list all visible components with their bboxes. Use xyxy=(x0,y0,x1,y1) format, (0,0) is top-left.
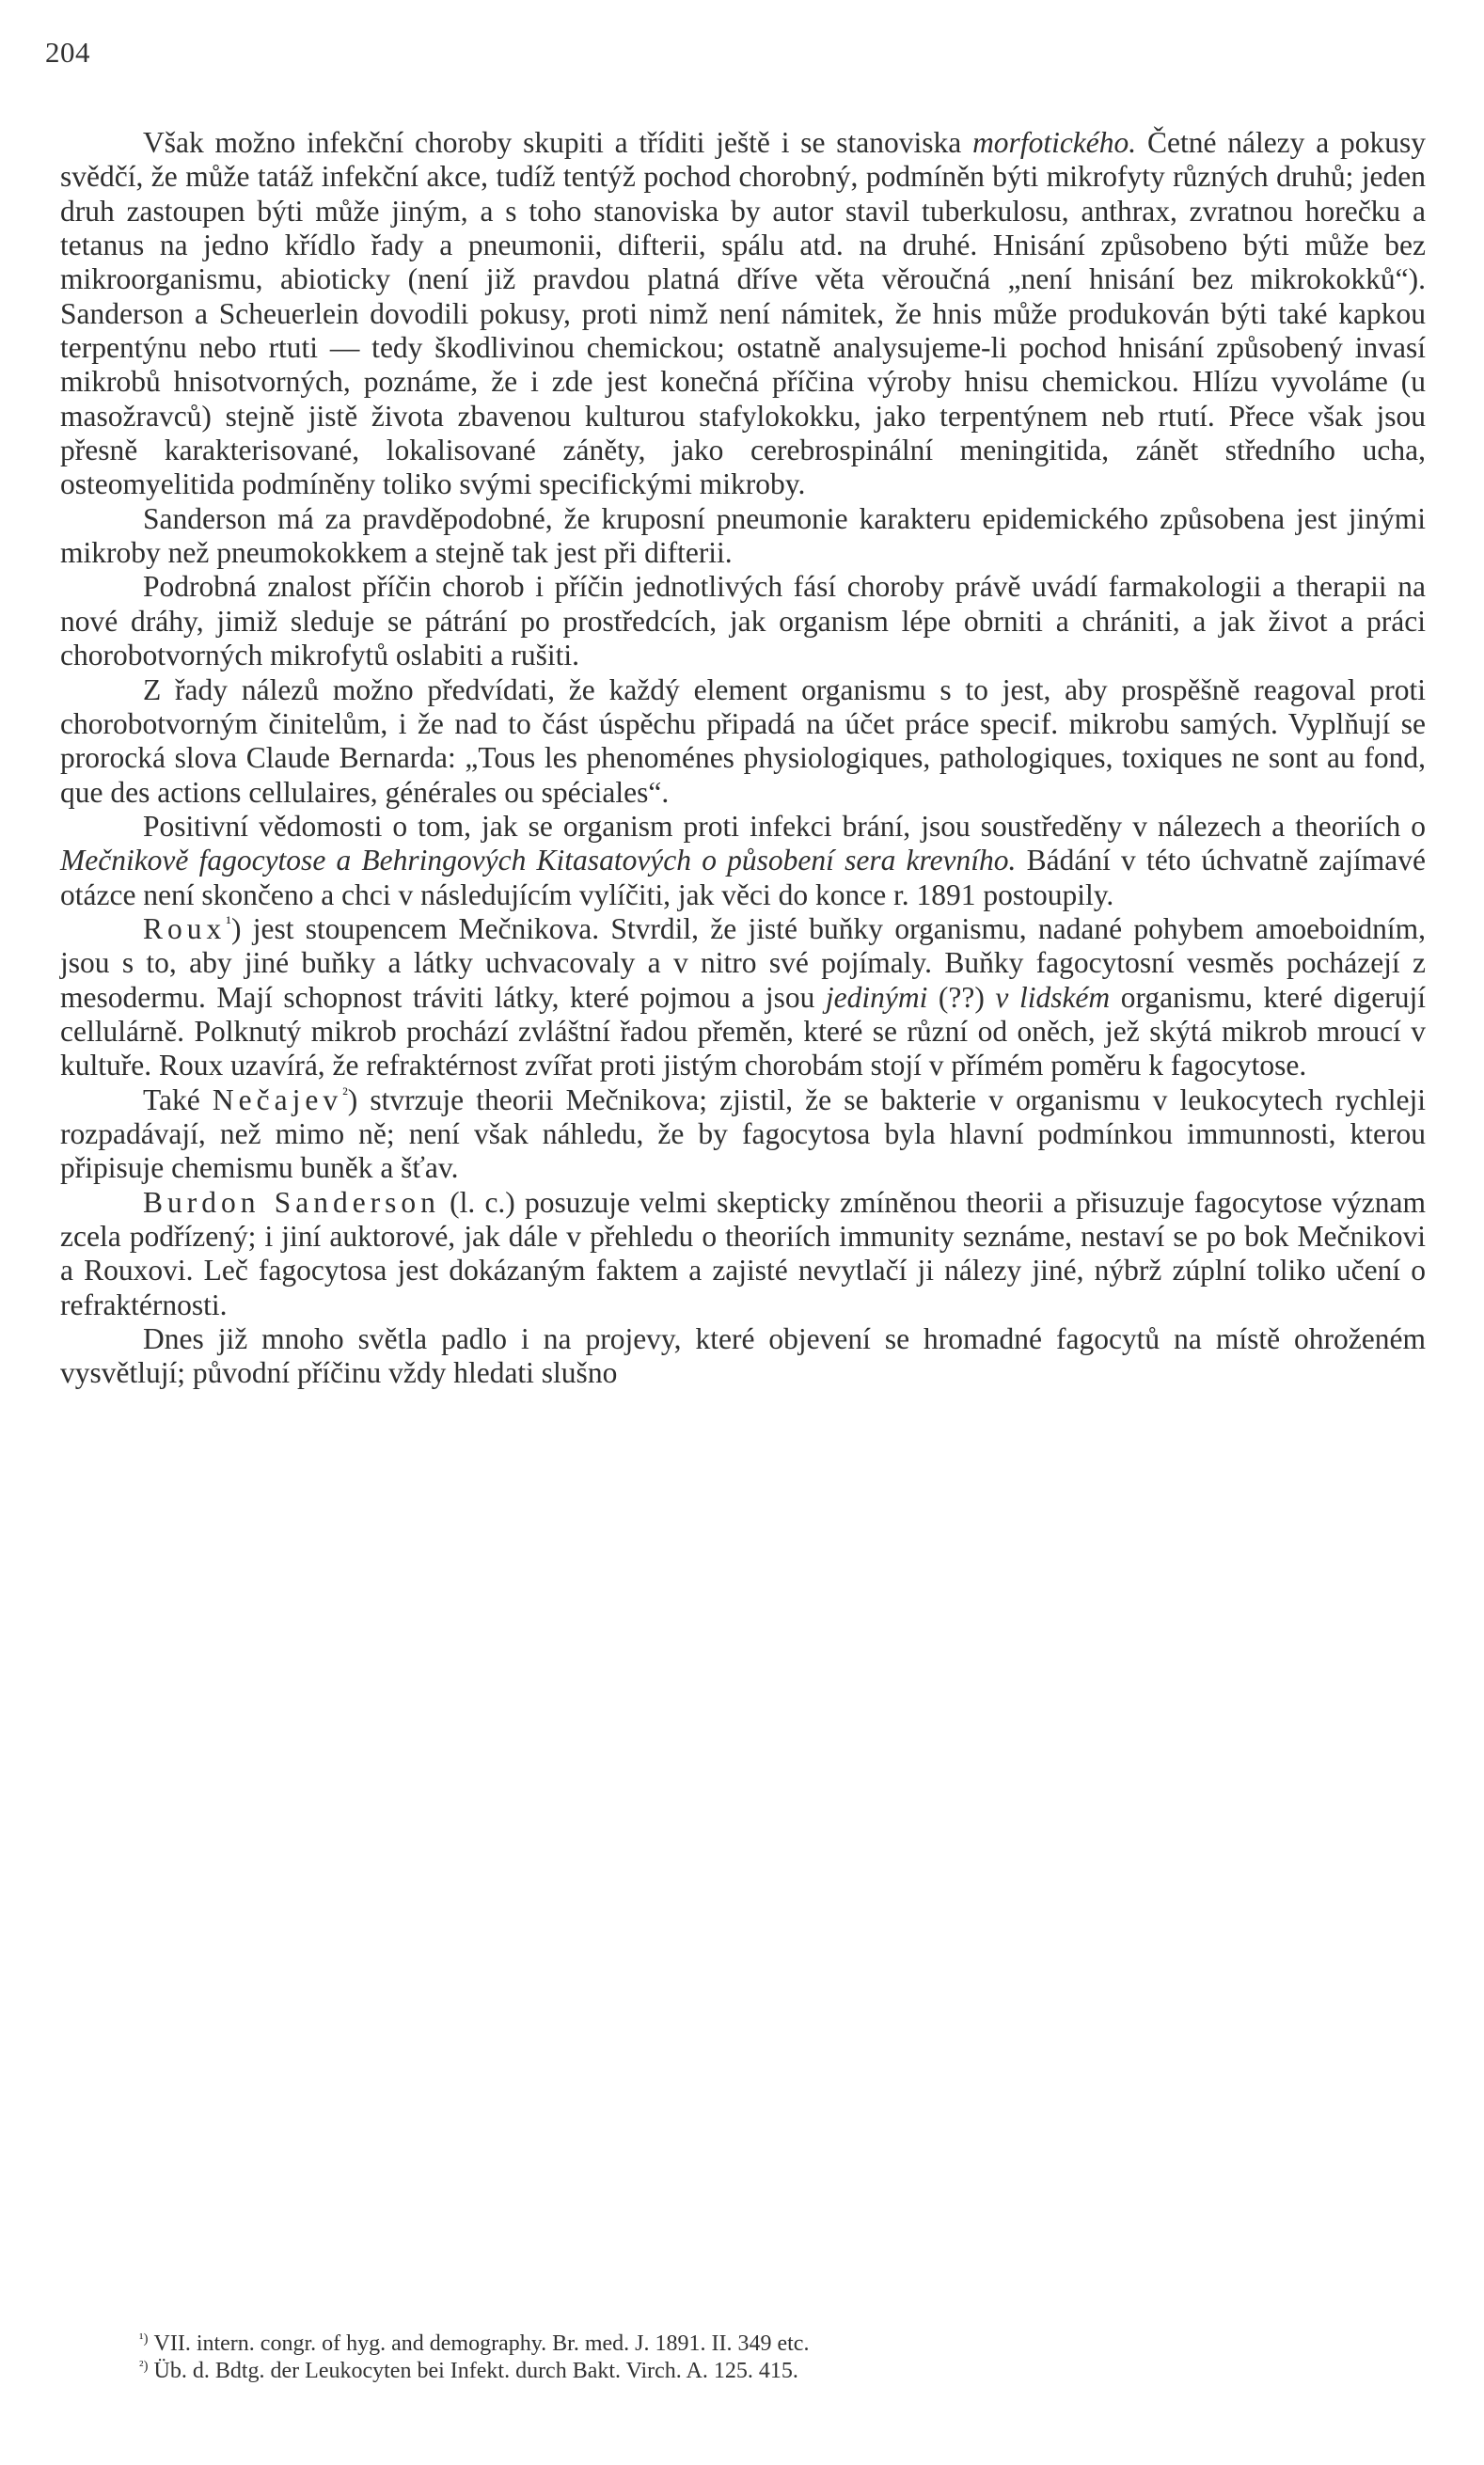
footnote-text: Üb. d. Bdtg. der Leukocyten bei Infekt. durch Bakt. Virch. A. 125. 415. xyxy=(153,2359,798,2383)
text-run: Četné nálezy a pokusy svědčí, že může tatáž infekční akce, tudíž tentýž pochod chorobný, podmíněn býti mikrofyty různých druhů; jeden druh zastoupen býti může jiným, a s toho stanoviska by autor stavil tuberkulosu, anthrax, zvratnou horečku a tetanus na jedno křídlo řady a pneumonii, difterii, spálu atd. na druhé. Hnisání způsobeno býti může bez mikroorganismu, abioticky (není již pravdou platná dříve věta věroučná „není hnisání bez mikrokokků“). Sanderson a Scheuerlein dovodili pokusy, proti nimž není námitek, že hnis může produkován býti také kapkou terpentýnu nebo rtuti — tedy škodlivinou chemickou; ostatně analysujeme-li pochod hnisání způsobený invasí mikrobů hnisotvorných, poznáme, že i zde jest konečná příčina výroby hnisu chemickou. Hlízu vyvoláme (u masožravců) stejně jistě života zbavenou kulturou stafylokokku, jako terpentýnem neb rtutí. Přece však jsou přesně karakterisované, lokalisované záněty, jako cerebrospinální meningitida, zánět středního ucha, osteomyelitida podmíněny toliko svými specifickými mikroby. xyxy=(60,126,1426,501)
paragraph xyxy=(60,1186,1426,1322)
text-run: ) stvrzuje theorii Mečnikova; zjistil, že se bakterie v organismu v leukocytech rychleji rozpadávají, než mimo ně; není však náhledu, že by fagocytosa byla hlavní podmínkou immunnosti, kterou připisuje chemismu buněk a šťav. xyxy=(60,1082,1426,1185)
paragraph xyxy=(60,570,1426,672)
footnote-text: VII. intern. congr. of hyg. and demography. Br. med. J. 1891. II. 349 etc. xyxy=(153,2331,810,2356)
spaced-name: Nečajev xyxy=(212,1082,343,1116)
italic-text: v lidském xyxy=(995,980,1111,1014)
paragraph xyxy=(60,502,1426,571)
footnote-mark: ¹) xyxy=(139,2331,149,2346)
text-run: Podrobná znalost příčin chorob i příčin jednotlivých fásí choroby právě uvádí farmakologii a therapii na nové dráhy, jimiž sleduje se pátrání po prostředcích, jak organism lépe obrniti a chrániti, a jak život a práci chorobotvorných mikrofytů oslabiti a rušiti. xyxy=(60,570,1426,672)
italic-text: Mečnikově fagocytose a Behringových Kitasatových o působení sera krevního. xyxy=(60,844,1017,877)
paragraph xyxy=(60,1083,1426,1186)
paragraph xyxy=(60,1322,1426,1391)
footnote-reference: ² xyxy=(342,1083,348,1104)
footnotes xyxy=(139,2331,1362,2385)
footnote xyxy=(139,2358,1362,2385)
italic-text: jedinými xyxy=(825,980,928,1014)
footnote xyxy=(139,2331,1362,2358)
paragraph xyxy=(60,126,1426,502)
body-text xyxy=(60,126,1426,1391)
text-run: (??) xyxy=(927,980,996,1014)
text-run: ) jest stoupencem Mečnikova. Stvrdil, že jisté buňky organismu, nadané pohybem amoeboidním, jsou s to, aby jiné buňky a látky uchvacovaly a v nitro své pojímaly. Buňky fagocytosní vesměs pocházejí z mesodermu. Mají schopnost tráviti látky, které pojmou a jsou xyxy=(60,911,1426,1014)
text-run: Positivní vědomosti o tom, jak se organism proti infekci brání, jsou soustředěny v nálezech a theoriích o xyxy=(143,809,1426,843)
spaced-name: Burdon Sanderson xyxy=(143,1185,440,1219)
footnote-reference: ¹ xyxy=(226,912,231,933)
text-run: Také xyxy=(143,1082,213,1116)
paragraph xyxy=(60,810,1426,912)
footnote-mark: ²) xyxy=(139,2359,149,2374)
text-run: organismu, které digerují cellulárně. Polknutý mikrob prochází zvláštní řadou přeměn, které se různí od oněch, jež skýtá mikrob mroucí v kultuře. Roux uzavírá, že refraktérnost zvířat proti jistým chorobám stojí v přímém poměru k fagocytose. xyxy=(60,980,1427,1082)
text-run: Však možno infekční choroby skupiti a tříditi ještě i se stanoviska xyxy=(143,126,973,159)
text-run: (l. c.) posuzuje velmi skepticky zmíněnou theorii a přisuzuje fagocytose význam zcela podřízený; i jiní auktorové, jak dále v přehledu o theoriích immunity seznáme, nestaví se po bok Mečnikovi a Rouxovi. Leč fagocytosa jest dokázaným faktem a zajisté nevytlačí ji nálezy jiné, nýbrž zúplní toliko učení o refraktérnosti. xyxy=(60,1185,1426,1321)
text-run: Bádání v této úchvatně zajímavé otázce není skončeno a chci v následujícím vylíčiti, jak věci do konce r. 1891 postoupily. xyxy=(60,844,1426,911)
text-run: Z řady nálezů možno předvídati, že každý element organismu s to jest, aby prospěšně reagoval proti chorobotvorným činitelům, i že nad to část úspěchu připadá na účet práce specif. mikrobu samých. Vyplňují se prorocká slova Claude Bernarda: „Tous les phenoménes physiologiques, pathologiques, toxiques ne sont au fond, que des actions cellulaires, générales ou spéciales“. xyxy=(60,672,1426,809)
text-run: Sanderson má za pravděpodobné, že kruposní pneumonie karakteru epidemického způsobena jest jinými mikroby než pneumokokkem a stejně tak jest při difterii. xyxy=(60,501,1426,570)
paragraph xyxy=(60,912,1426,1083)
paragraph xyxy=(60,673,1426,810)
italic-text: morfotického. xyxy=(972,126,1137,159)
text-run: Dnes již mnoho světla padlo i na projevy, které objevení se hromadné fagocytů na místě ohroženém vysvětlují; původní příčinu vždy hledati slušno xyxy=(60,1322,1426,1390)
spaced-name: Roux xyxy=(143,911,227,945)
page-number: 204 xyxy=(45,36,90,69)
